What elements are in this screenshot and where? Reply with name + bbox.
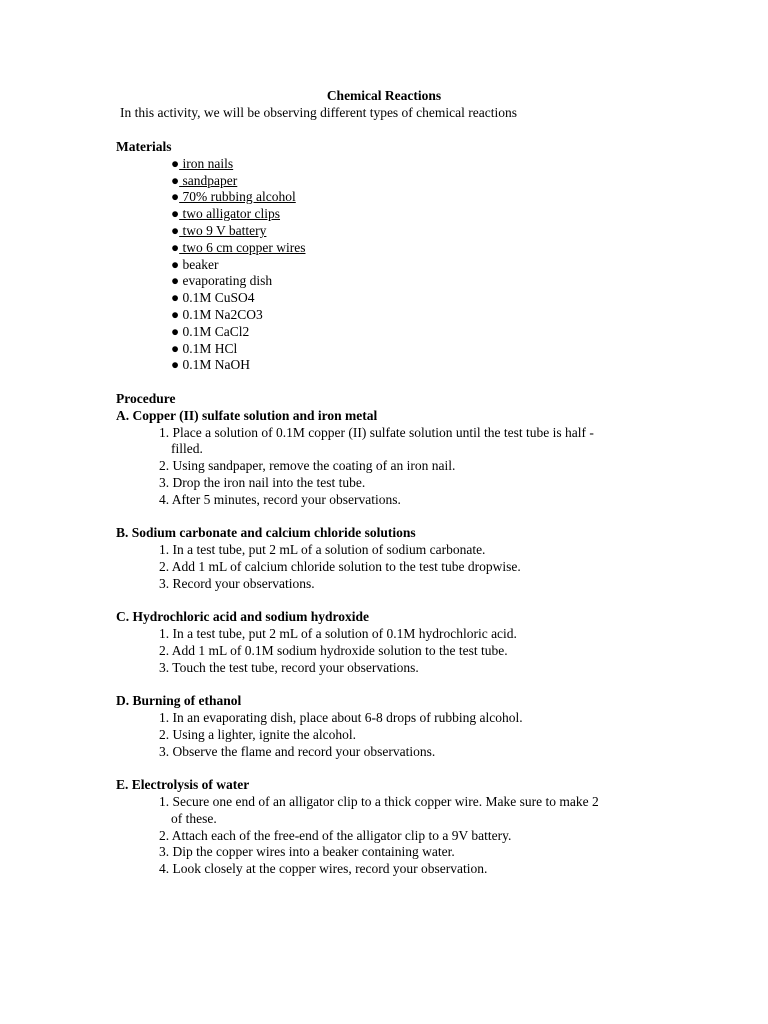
steps-list xyxy=(116,710,656,760)
bullet-icon: ● xyxy=(171,239,180,255)
material-item: ● 70% rubbing alcohol xyxy=(171,189,296,205)
step-item: 3. Observe the flame and record your observations. xyxy=(159,743,436,759)
step-item: 1. In an evaporating dish, place about 6-8 drops of rubbing alcohol. xyxy=(159,710,523,726)
step-item: 3. Touch the test tube, record your observations. xyxy=(159,659,419,675)
bullet-icon: ● xyxy=(171,172,180,188)
steps-list xyxy=(116,542,656,592)
step-item: 4. After 5 minutes, record your observations. xyxy=(159,491,401,507)
step-item: 1. Place a solution of 0.1M copper (II) sulfate solution until the test tube is half - filled. xyxy=(159,424,594,457)
step-item: 1. In a test tube, put 2 mL of a solution of sodium carbonate. xyxy=(159,542,486,558)
intro-text: In this activity, we will be observing different types of chemical reactions xyxy=(120,105,518,120)
step-item: 3. Record your observations. xyxy=(159,575,315,591)
material-item: ● two 9 V battery xyxy=(171,222,267,238)
step-item: 4. Look closely at the copper wires, record your observation. xyxy=(159,861,488,877)
bullet-icon: ● xyxy=(171,222,180,238)
material-item: ● 0.1M CuSO4 xyxy=(171,290,255,306)
bullet-icon: ● xyxy=(171,155,180,171)
material-item: ● 0.1M Na2CO3 xyxy=(171,306,263,322)
steps-list xyxy=(116,626,656,676)
materials-list xyxy=(116,156,656,374)
step-item: 3. Drop the iron nail into the test tube. xyxy=(159,474,366,490)
steps-list xyxy=(116,794,656,878)
step-item: 3. Dip the copper wires into a beaker containing water. xyxy=(159,844,455,860)
section-heading: B. Sodium carbonate and calcium chloride solutions xyxy=(116,525,416,541)
bullet-icon: ● xyxy=(171,323,180,339)
step-item: 1. Secure one end of an alligator clip to a thick copper wire. Make sure to make 2 of these. xyxy=(159,794,599,826)
steps-list xyxy=(116,425,656,509)
document-title: Chemical Reactions xyxy=(326,88,442,103)
step-item: 2. Attach each of the free-end of the alligator clip to a 9V battery. xyxy=(159,827,512,843)
materials-heading: Materials xyxy=(116,139,172,154)
bullet-icon: ● xyxy=(171,256,180,272)
procedure-heading: Procedure xyxy=(116,390,176,406)
material-item: ● 0.1M CaCl2 xyxy=(171,323,250,339)
bullet-icon: ● xyxy=(171,306,180,322)
section-heading: E. Electrolysis of water xyxy=(116,777,250,793)
document-body xyxy=(116,139,656,878)
step-item: 2. Using sandpaper, remove the coating of an iron nail. xyxy=(159,458,456,474)
step-item: 1. In a test tube, put 2 mL of a solution of 0.1M hydrochloric acid. xyxy=(159,626,517,642)
step-item: 2. Using a lighter, ignite the alcohol. xyxy=(159,726,357,742)
step-item: 2. Add 1 mL of calcium chloride solution to the test tube dropwise. xyxy=(159,558,521,574)
material-item: ● sandpaper xyxy=(171,172,238,188)
material-item: ● beaker xyxy=(171,256,219,272)
material-item: ● 0.1M NaOH xyxy=(171,357,251,373)
material-item: ● evaporating dish xyxy=(171,273,273,289)
bullet-icon: ● xyxy=(171,340,180,356)
section-heading: A. Copper (II) sulfate solution and iron metal xyxy=(116,407,378,423)
step-item: 2. Add 1 mL of 0.1M sodium hydroxide solution to the test tube. xyxy=(159,642,508,658)
bullet-icon: ● xyxy=(171,357,180,373)
bullet-icon: ● xyxy=(171,290,180,306)
material-item: ● two alligator clips xyxy=(171,206,281,222)
material-item: ● 0.1M HCl xyxy=(171,340,238,356)
section-heading: D. Burning of ethanol xyxy=(116,693,242,709)
bullet-icon: ● xyxy=(171,273,180,289)
section-heading: C. Hydrochloric acid and sodium hydroxide xyxy=(116,609,370,625)
bullet-icon: ● xyxy=(171,189,180,205)
bullet-icon: ● xyxy=(171,206,180,222)
material-item: ● two 6 cm copper wires xyxy=(171,239,306,255)
material-item: ● iron nails xyxy=(171,155,234,171)
